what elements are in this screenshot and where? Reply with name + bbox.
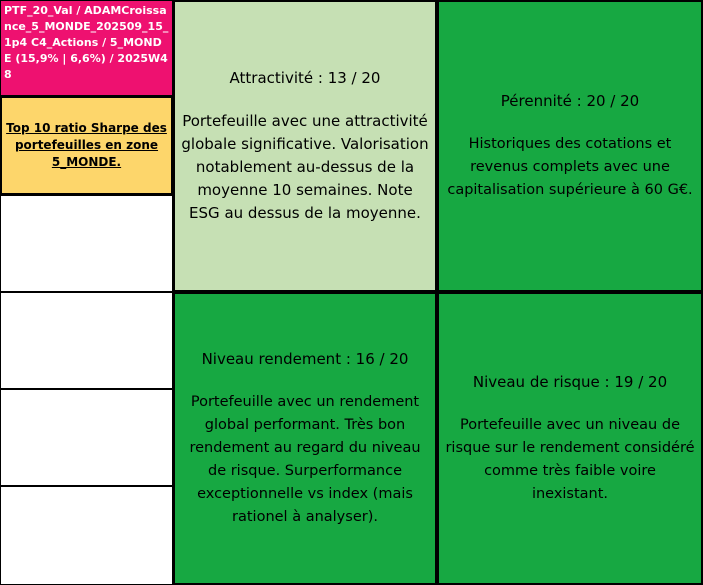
rendement-description: Portefeuille avec un rendement global performant. Très bon rendement au regard du niveau de risque. Surperformance exceptionnelle vs index (mais rationel à analyser).: [189, 393, 421, 525]
empty-cell-2: [0, 292, 173, 389]
perennite-score: Pérennité : 20 / 20: [500, 91, 640, 110]
risque-description: Portefeuille avec un niveau de risque sur le rendement considéré comme très faible voire inexistant.: [445, 416, 695, 502]
sharpe-ratio-badge-text: Top 10 ratio Sharpe des portefeuilles en zone 5_MONDE.: [6, 121, 167, 169]
portfolio-label: PTF_20_Val / ADAMCroissance_5_MONDE_202509_15_1p4 C4_Actions / 5_MONDE (15,9% | 6,6%) / 2025W48: [0, 0, 173, 96]
attractivite-panel: [173, 0, 437, 292]
perennite-description: Historiques des cotations et revenus complets avec une capitalisation supérieure à 60 G€.: [447, 135, 693, 198]
rendement-panel: [173, 292, 437, 585]
attractivite-description: Portefeuille avec une attractivité globale significative. Valorisation notablement au-dessus de la moyenne 10 semaines. Note ESG au dessus de la moyenne.: [181, 111, 429, 222]
sharpe-ratio-badge: [0, 96, 173, 195]
attractivite-score: Attractivité : 13 / 20: [229, 68, 381, 87]
empty-cell-1: [0, 195, 173, 292]
perennite-panel: [437, 0, 703, 292]
risque-score: Niveau de risque : 19 / 20: [472, 372, 668, 391]
risque-panel: [437, 292, 703, 585]
rendement-score: Niveau rendement : 16 / 20: [201, 349, 409, 368]
empty-cell-3: [0, 389, 173, 486]
empty-cell-4: [0, 486, 173, 585]
